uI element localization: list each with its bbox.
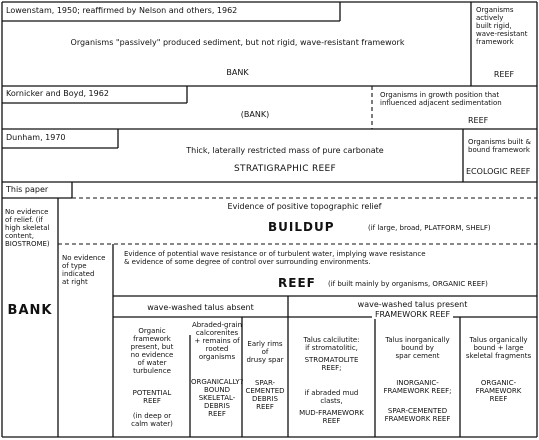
cell-spar-debris-label: SPAR- CEMENTED DEBRIS REEF [245,379,285,412]
cell-potential-reef-note: (in deep or calm water) [131,412,173,429]
cell-organic-framework-desc: Talus organically bound + large skeletal fragments [465,336,532,361]
this-paper-header: This paper [6,185,49,194]
no-type-desc: No evidence of type indicated at right [62,254,106,287]
talus-present-header: wave-washed talus present [357,300,468,309]
kornicker-author: Kornicker and Boyd, 1962 [6,89,109,98]
cell-mud-framework-reef: MUD-FRAMEWORK REEF [299,409,364,426]
buildup-label: BUILDUP [268,220,335,234]
lowenstam-bank-desc: Organisms "passively" produced sediment, but not rigid, wave-resistant framework [70,38,405,47]
cell-skeletal-debris-desc: Abraded-grain calcorenites + remains of rooted organisms [191,321,243,362]
cell-spar-cement-desc: Talus inorganically bound by spar cement [385,336,450,361]
talus-absent-header: wave-washed talus absent [147,303,254,312]
cell-potential-reef-label: POTENTIAL REEF [132,389,172,406]
kornicker-bank: (BANK) [240,110,270,119]
cell-spar-cemented-framework-reef: SPAR-CEMENTED FRAMEWORK REEF [384,407,451,424]
dunham-author: Dunham, 1970 [6,133,66,142]
lowenstam-bank: BANK [226,68,249,77]
dunham-ecologic-reef: ECOLOGIC REEF [466,167,531,176]
wave-resistance-evidence: Evidence of potential wave resistance or of turbulent water, implying wave resistance & evidence of some degree of control over surrounding environments. [124,250,426,267]
lowenstam-reef-desc: Organisms actively built rigid, wave-resistant framework [476,6,528,47]
framework-reef-header: FRAMEWORK REEF [372,310,453,319]
kornicker-reef-desc: Organisms in growth position that influenced adjacent sedimentation [380,91,502,108]
kornicker-reef: REEF [468,116,489,125]
reef-note: (if built mainly by organisms, ORGANIC REEF) [328,280,488,288]
lowenstam-reef: REEF [493,70,515,79]
dunham-desc: Thick, laterally restricted mass of pure carbonate [186,146,384,155]
reef-label: REEF [278,276,316,290]
dunham-stratigraphic-reef: STRATIGRAPHIC REEF [234,164,336,174]
cell-skeletal-debris-label: ORGANICALLY? BOUND SKELETAL-DEBRIS REEF [191,378,244,419]
cell-talus-calcilutite-desc: Talus calcilutite: if stromatolitic, [303,336,360,353]
cell-spar-debris-desc: Early rims of drusy spar [246,340,284,365]
buildup-note: (if large, broad, PLATFORM, SHELF) [368,224,491,232]
cell-stromatolite-reef: STROMATOLITE REEF; [304,356,359,373]
dunham-ecologic-desc: Organisms built & bound framework [468,138,531,155]
cell-abraded-mud-desc: if abraded mud clasts, [304,389,359,406]
cell-inorganic-framework-reef: INORGANIC- FRAMEWORK REEF; [383,379,452,396]
cell-potential-reef-desc: Organic framework present, but no evidence of water turbulence [130,327,174,376]
lowenstam-author: Lowenstam, 1950; reaffirmed by Nelson and others, 1962 [6,6,238,15]
no-relief-desc: No evidence of relief. (if high skeletal content, BIOSTROME) [5,208,50,249]
relief-evidence: Evidence of positive topographic relief [227,202,382,211]
cell-organic-framework-reef: ORGANIC- FRAMEWORK REEF [475,379,522,404]
this-paper-bank: BANK [7,303,53,318]
